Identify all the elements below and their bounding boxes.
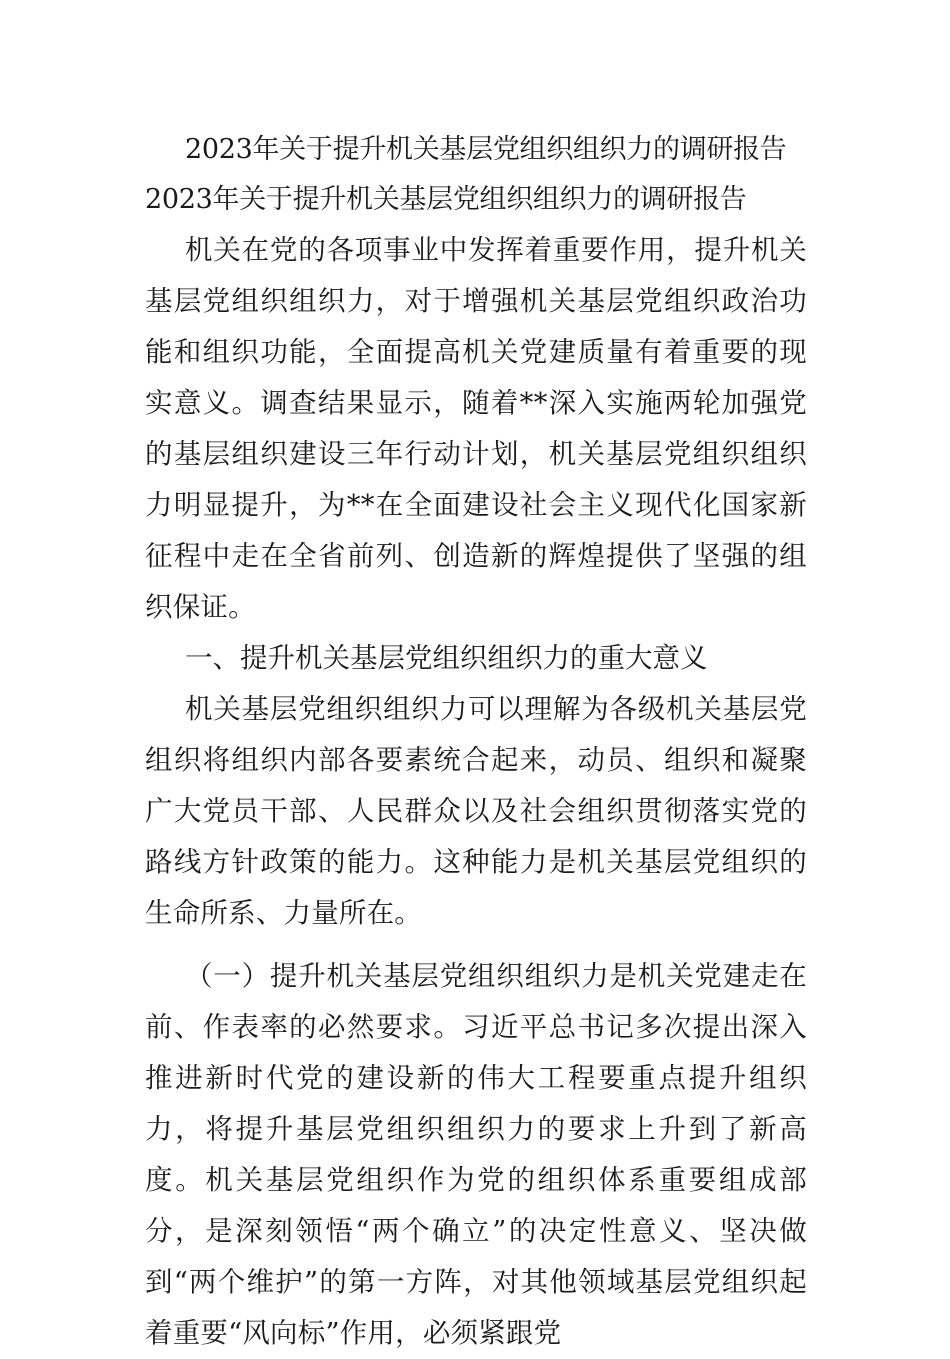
intro-paragraph: 机关在党的各项事业中发挥着重要作用，提升机关基层党组织组织力，对于增强机关基层党组织政治功能和组织功能，全面提高机关党建质量有着重要的现实意义。调查结果显示，随着**深入实施两轮加强党的基层组织建设三年行动计划，机关基层党组织组织力明显提升，为**在全面建设社会主义现代化国家新征程中走在全省前列、创造新的辉煌提供了坚强的组织保证。 bbox=[145, 234, 807, 623]
document-title-line-2: 2023年关于提升机关基层党组织组织力的调研报告 bbox=[145, 184, 747, 215]
paragraph-spacer bbox=[145, 939, 807, 951]
document-title-line-1: 2023年关于提升机关基层党组织组织力的调研报告 bbox=[185, 134, 787, 165]
section-1-heading: 一、提升机关基层党组织组织力的重大意义 bbox=[185, 642, 708, 674]
document-page bbox=[145, 125, 807, 1359]
section-1-paragraph: 机关基层党组织组织力可以理解为各级机关基层党组织将组织内部各要素统合起来，动员、组织和凝聚广大党员干部、人民群众以及社会组织贯彻落实党的路线方针政策的能力。这种能力是机关基层党组织的生命所系、力量所在。 bbox=[145, 693, 807, 929]
subsection-1-paragraph: （一）提升机关基层党组织组织力是机关党建走在前、作表率的必然要求。习近平总书记多次提出深入推进新时代党的建设新的伟大工程要重点提升组织力，将提升基层党组织组织力的要求上升到了新高度。机关基层党组织作为党的组织体系重要组成部分，是深刻领悟“两个确立”的决定性意义、坚决做到“两个维护”的第一方阵，对其他领域基层党组织起着重要“风向标”作用，必须紧跟党 bbox=[145, 960, 807, 1349]
